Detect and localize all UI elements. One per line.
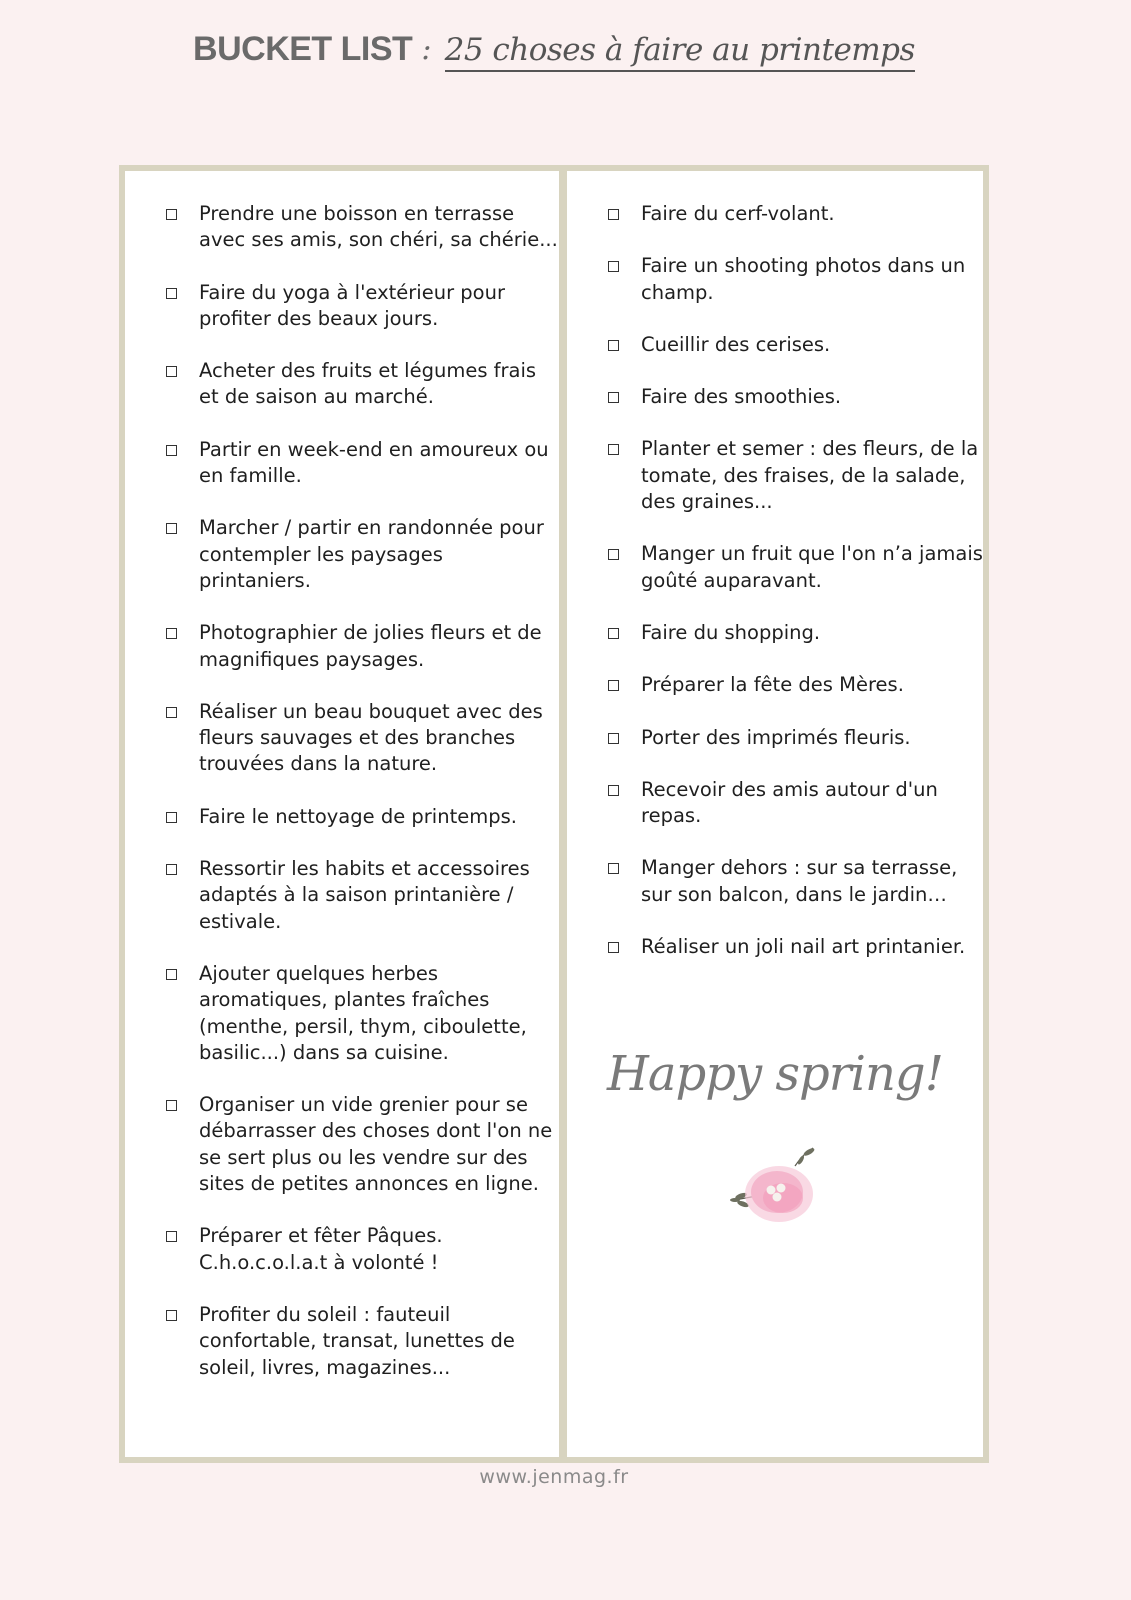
checklist-item: [608, 201, 983, 227]
checklist-item: [608, 672, 983, 698]
checklist-item: [608, 253, 983, 306]
checklist-item-text: Profiter du soleil : fauteuil confortable, transat, lunettes de soleil, livres, magazines...: [199, 1302, 515, 1379]
title-separator: :: [421, 32, 432, 67]
checkbox-icon[interactable]: [166, 445, 177, 456]
checklist-item-text: Faire le nettoyage de printemps.: [199, 804, 517, 828]
checkbox-icon[interactable]: [608, 733, 619, 744]
checklist-item: [608, 855, 983, 908]
checkbox-icon[interactable]: [166, 812, 177, 823]
checklist-item: [166, 620, 559, 673]
checkbox-icon[interactable]: [166, 1100, 177, 1111]
left-column: [125, 171, 559, 1457]
happy-spring-text: Happy spring!: [607, 1046, 943, 1102]
checklist-item-text: Marcher / partir en randonnée pour contempler les paysages printaniers.: [199, 516, 544, 592]
checklist-item: [608, 934, 983, 960]
checklist-item: [166, 1223, 559, 1276]
left-checklist: [125, 171, 559, 1381]
checklist-item: [608, 332, 983, 358]
checkbox-icon[interactable]: [608, 392, 619, 403]
checklist-item: [608, 620, 983, 646]
checklist-item-text: Planter et semer : des fleurs, de la tomate, des fraises, de la salade, des graines...: [641, 437, 979, 514]
checkbox-icon[interactable]: [608, 261, 619, 272]
checklist-item: [608, 777, 983, 830]
checklist-item: [166, 1092, 559, 1197]
checklist-item: [166, 201, 559, 254]
checklist-item: [608, 725, 983, 751]
checkbox-icon[interactable]: [608, 785, 619, 796]
checkbox-icon[interactable]: [166, 628, 177, 639]
checkbox-icon[interactable]: [608, 340, 619, 351]
footer-website: www.jenmag.fr: [479, 1466, 629, 1488]
checklist-item-text: Recevoir des amis autour d'un repas.: [641, 777, 938, 828]
checklist-item-text: Réaliser un beau bouquet avec des fleurs sauvages et des branches trouvées dans la nature.: [199, 699, 543, 776]
checklist-item: [166, 804, 559, 830]
title-bucket-list: BUCKET LIST: [193, 30, 413, 68]
checklist-item-text: Ajouter quelques herbes aromatiques, plantes fraîches (menthe, persil, thym, ciboulette, basilic...) dans sa cuisine.: [199, 961, 527, 1064]
checklist-item: [166, 856, 559, 935]
checklist-item: [166, 280, 559, 333]
checklist-item-text: Faire du yoga à l'extérieur pour profiter des beaux jours.: [199, 280, 505, 330]
title-subtitle: 25 choses à faire au printemps: [445, 32, 915, 72]
checklist-item-text: Prendre une boisson en terrasse avec ses amis, son chéri, sa chérie...: [199, 202, 558, 252]
flower-icon: [717, 1136, 837, 1236]
checklist-panel: [119, 165, 989, 1463]
checklist-item: [166, 1302, 559, 1381]
checklist-item: [166, 699, 559, 778]
checkbox-icon[interactable]: [166, 1231, 177, 1242]
checklist-item-text: Photographier de jolies fleurs et de magnifiques paysages.: [199, 621, 542, 671]
checkbox-icon[interactable]: [166, 288, 177, 299]
checklist-item-text: Faire des smoothies.: [641, 385, 842, 409]
checklist-item-text: Acheter des fruits et légumes frais et de saison au marché.: [199, 359, 537, 409]
checkbox-icon[interactable]: [166, 523, 177, 534]
checklist-item-text: Cueillir des cerises.: [641, 332, 831, 356]
checklist-item-text: Partir en week-end en amoureux ou en famille.: [199, 437, 549, 488]
page-header: [0, 30, 1108, 100]
checkbox-icon[interactable]: [166, 864, 177, 875]
checkbox-icon[interactable]: [166, 707, 177, 718]
checklist-item-text: Porter des imprimés fleuris.: [641, 725, 911, 749]
checkbox-icon[interactable]: [608, 942, 619, 953]
checklist-item: [166, 437, 559, 490]
checkbox-icon[interactable]: [166, 969, 177, 980]
checklist-item: [608, 436, 983, 515]
checklist-item-text: Faire du shopping.: [641, 620, 821, 644]
checklist-item: [608, 384, 983, 410]
checklist-item-text: Préparer et fêter Pâques. C.h.o.c.o.l.a.t à volonté !: [199, 1224, 443, 1274]
checkbox-icon[interactable]: [608, 209, 619, 220]
checklist-item-text: Réaliser un joli nail art printanier.: [641, 935, 966, 959]
checkbox-icon[interactable]: [608, 444, 619, 455]
checklist-item-text: Organiser un vide grenier pour se débarrasser des choses dont l'on ne se sert plus ou les vendre sur des sites de petites annonces en ligne.: [199, 1093, 553, 1196]
checkbox-icon[interactable]: [608, 549, 619, 560]
checkbox-icon[interactable]: [166, 1310, 177, 1321]
checkbox-icon[interactable]: [608, 863, 619, 874]
checklist-item-text: Faire un shooting photos dans un champ.: [641, 254, 966, 304]
checklist-item: [166, 515, 559, 594]
checklist-item-text: Faire du cerf-volant.: [641, 202, 835, 225]
checklist-item-text: Ressortir les habits et accessoires adaptés à la saison printanière / estivale.: [199, 857, 530, 933]
checkbox-icon[interactable]: [608, 628, 619, 639]
checklist-item-text: Manger dehors : sur sa terrasse, sur son balcon, dans le jardin…: [641, 856, 958, 906]
right-checklist: [567, 171, 983, 960]
checkbox-icon[interactable]: [166, 366, 177, 377]
checklist-item: [166, 358, 559, 411]
checklist-item: [166, 961, 559, 1066]
checklist-item-text: Préparer la fête des Mères.: [641, 673, 904, 697]
checklist-item: [608, 541, 983, 594]
right-column: [567, 171, 983, 1457]
checklist-item-text: Manger un fruit que l'on n’a jamais goûté auparavant.: [641, 542, 983, 592]
checkbox-icon[interactable]: [608, 680, 619, 691]
checkbox-icon[interactable]: [166, 209, 177, 220]
